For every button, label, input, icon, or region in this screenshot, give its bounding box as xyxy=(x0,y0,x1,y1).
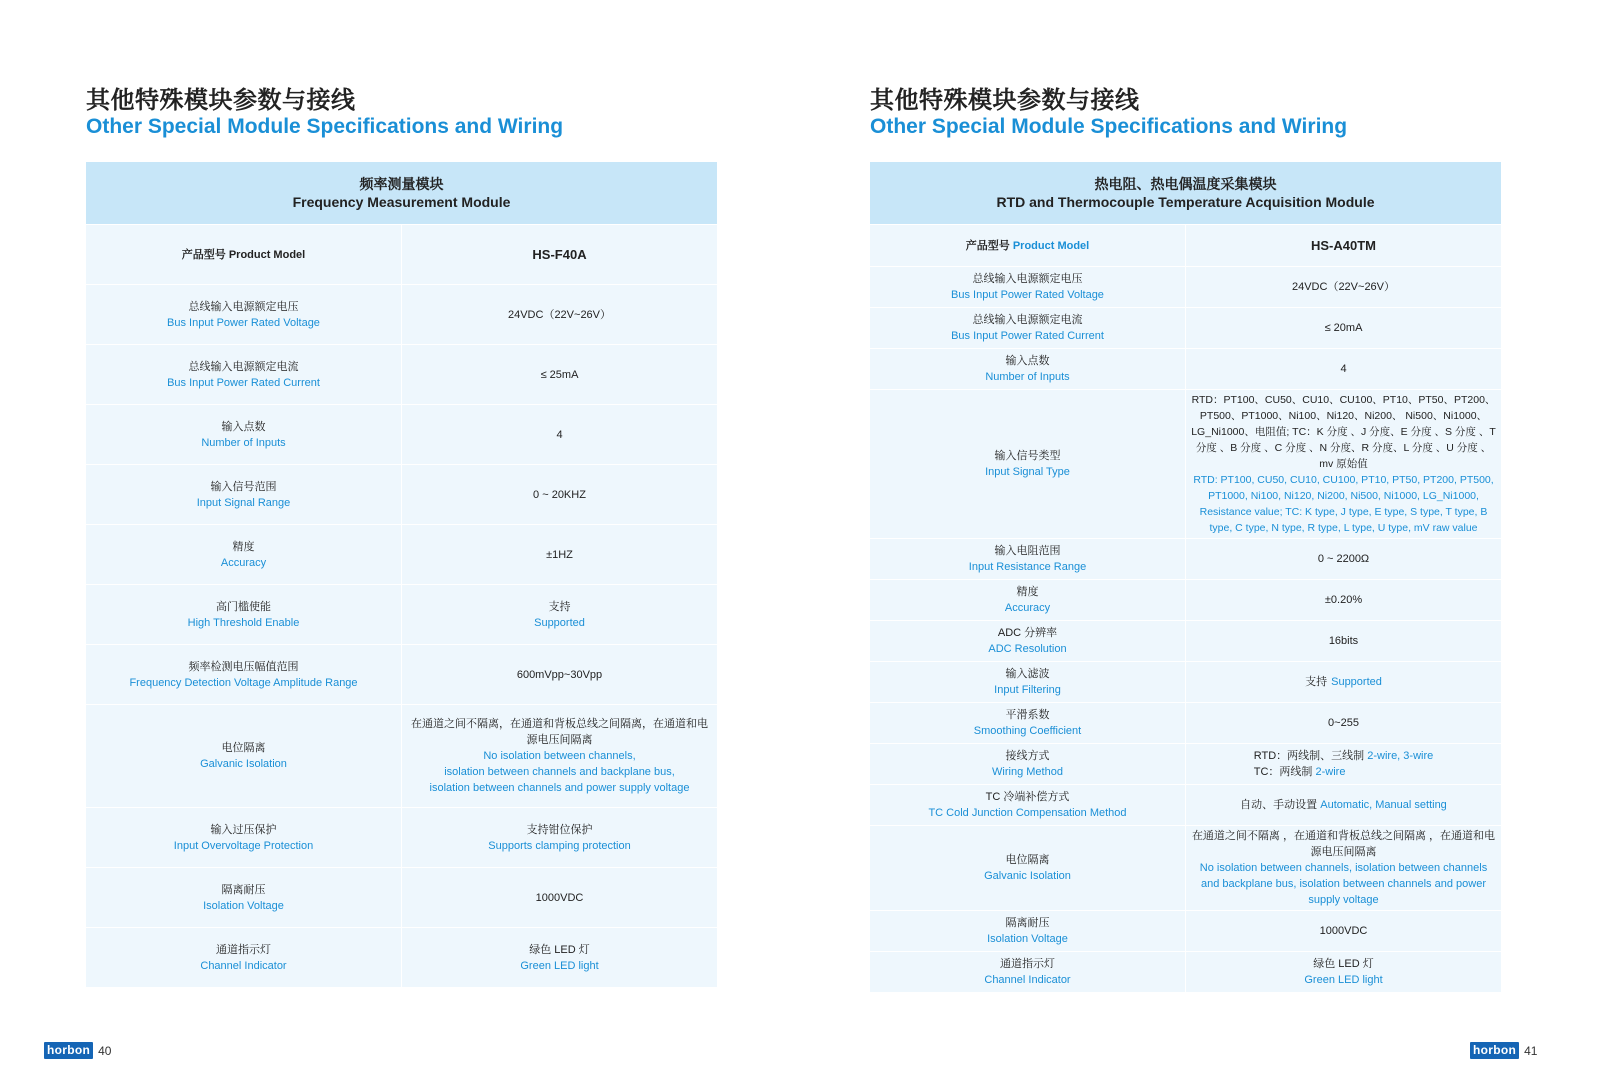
row-label xyxy=(86,405,402,465)
row-label-cn: 输入点数 xyxy=(221,420,266,433)
row-value xyxy=(402,525,718,585)
module-name-cn: 频率测量模块 xyxy=(359,176,444,192)
module-name-cn: 热电阻、热电偶温度采集模块 xyxy=(1094,176,1277,192)
table-row xyxy=(870,952,1502,993)
row-value-cn: 1000VDC xyxy=(535,891,584,904)
footer xyxy=(44,1042,111,1059)
row-label xyxy=(86,808,402,868)
row-label-en: High Threshold Enable xyxy=(187,616,300,629)
row-label-en: Isolation Voltage xyxy=(987,933,1068,945)
row-value xyxy=(1186,580,1502,621)
row-label-cn: 接线方式 xyxy=(1005,750,1050,762)
row-label-en: Channel Indicator xyxy=(984,974,1071,986)
row-label-en: Galvanic Isolation xyxy=(200,758,287,770)
row-value xyxy=(402,345,718,405)
row-value xyxy=(402,405,718,465)
row-value-cn: ±1HZ xyxy=(546,548,573,561)
right-rows-c xyxy=(870,911,1502,993)
row-value-en: Supported xyxy=(1331,676,1382,688)
row-label xyxy=(870,539,1186,580)
row-label-en: Number of Inputs xyxy=(201,436,286,449)
row-label-cn: 输入电阻范围 xyxy=(994,545,1061,557)
module-name-en: RTD and Thermocouple Temperature Acquisition Module xyxy=(996,194,1375,210)
right-rows-a xyxy=(870,267,1502,390)
table-row xyxy=(870,580,1502,621)
table-row xyxy=(870,621,1502,662)
row-label-en: Isolation Voltage xyxy=(203,899,284,912)
row-value-cn: 支持 xyxy=(548,600,571,613)
row-value-cn: 支持钳位保护 xyxy=(526,823,593,836)
spec-table-frequency xyxy=(85,161,718,988)
table-row xyxy=(870,267,1502,308)
isolation-value xyxy=(1186,826,1502,911)
cold-junction-value-en: Automatic, Manual setting xyxy=(1320,799,1447,811)
row-value-en: Supports clamping protection xyxy=(488,839,631,852)
row-value xyxy=(402,928,718,988)
row-label-en: Channel Indicator xyxy=(200,959,287,972)
row-label-cn: 总线输入电源额定电压 xyxy=(972,273,1083,285)
module-header xyxy=(86,162,718,225)
row-label-en: Bus Input Power Rated Current xyxy=(167,376,320,389)
right-page xyxy=(800,0,1600,1085)
page-title-en: Other Special Module Specifications and Wiring xyxy=(870,115,1348,138)
row-value xyxy=(402,285,718,345)
row-label-en: Smoothing Coefficient xyxy=(973,725,1082,737)
table-row xyxy=(86,285,718,345)
row-label-cn: 总线输入电源额定电流 xyxy=(188,360,299,373)
row-value-cn: 绿色 LED 灯 xyxy=(1313,958,1374,970)
signal-type-label xyxy=(870,390,1186,539)
cold-junction-value-cn: 自动、手动设置 xyxy=(1240,799,1318,811)
row-label-cn: 电位隔离 xyxy=(221,742,266,754)
row-label-cn: 通道指示灯 xyxy=(216,943,271,956)
wiring-line2-en: 2-wire xyxy=(1315,766,1346,778)
table-row xyxy=(86,405,718,465)
row-label-en: Wiring Method xyxy=(992,766,1063,778)
row-label xyxy=(86,868,402,928)
row-label xyxy=(870,911,1186,952)
table-row xyxy=(870,911,1502,952)
wiring-line2-cn: TC：两线制 xyxy=(1253,766,1313,778)
cold-junction-value xyxy=(1186,785,1502,826)
row-label-cn: 频率检测电压幅值范围 xyxy=(188,660,299,673)
row-label xyxy=(870,349,1186,390)
row-value-cn: 支持 xyxy=(1305,676,1328,688)
module-header xyxy=(870,162,1502,225)
wiring-lines xyxy=(1254,748,1434,780)
wiring-line1-en: 2-wire, 3-wire xyxy=(1367,750,1434,762)
row-label-cn: 总线输入电源额定电压 xyxy=(188,300,299,313)
table-row xyxy=(870,349,1502,390)
row-value xyxy=(1186,349,1502,390)
row-label-en: Input Resistance Range xyxy=(968,561,1087,573)
signal-type-value-en: RTD: PT100, CU50, CU10, CU100, PT10, PT50, PT200, PT500, PT1000, Ni100, Ni120, Ni200, Ni500, Ni1000, LG_Ni1000, Resistance value; TC: K type, J type, E type, S type, T type, B type, C type, N type, R type, L type, U type, mV raw value xyxy=(1193,474,1494,534)
row-label-cn: 总线输入电源额定电流 xyxy=(972,314,1083,326)
table-row xyxy=(86,465,718,525)
row-value-en: Supported xyxy=(534,616,585,629)
table-row xyxy=(86,345,718,405)
row-label-en: Input Filtering xyxy=(994,684,1061,696)
wiring-value xyxy=(1186,744,1502,785)
table-row xyxy=(86,705,718,808)
row-label-en: Bus Input Power Rated Voltage xyxy=(951,289,1104,301)
row-value-cn: 24VDC（22V~26V） xyxy=(1291,281,1396,293)
product-model-label-en: Product Model xyxy=(1012,239,1090,252)
row-label-en: Bus Input Power Rated Current xyxy=(951,330,1104,342)
row-value-cn: ≤ 25mA xyxy=(540,368,579,381)
row-value xyxy=(1186,703,1502,744)
cold-junction-label xyxy=(870,785,1186,826)
page-title-en: Other Special Module Specifications and Wiring xyxy=(86,115,564,138)
row-label-cn: 输入信号类型 xyxy=(994,450,1061,462)
row-label-cn: 隔离耐压 xyxy=(1005,917,1050,929)
table-row xyxy=(870,539,1502,580)
horbon-logo: horbon xyxy=(44,1042,93,1059)
row-label-cn: 输入过压保护 xyxy=(210,823,277,836)
row-label xyxy=(86,645,402,705)
row-label xyxy=(870,267,1186,308)
row-label-cn: 精度 xyxy=(232,540,255,553)
row-label-en: Galvanic Isolation xyxy=(984,870,1071,882)
row-value xyxy=(402,465,718,525)
row-value xyxy=(402,868,718,928)
signal-type-value-cn: RTD：PT100、CU50、CU10、CU100、PT10、PT50、PT200、PT500、PT1000、Ni100、Ni120、Ni200、 Ni500、Ni1000、LG_Ni1000、电阻值; TC：K 分度 、J 分度、E 分度 、S 分度 、T 分度 、B 分度 、C 分度 、N 分度、R 分度、L 分度 、U 分度 、mv 原始值 xyxy=(1191,394,1496,470)
row-value xyxy=(1186,952,1502,993)
footer xyxy=(1470,1042,1537,1059)
row-label xyxy=(870,703,1186,744)
row-value-cn: 4 xyxy=(1340,363,1347,375)
table-row xyxy=(86,808,718,868)
row-label xyxy=(870,662,1186,703)
row-value-cn: 24VDC（22V~26V） xyxy=(507,308,612,321)
row-value-cn: 16bits xyxy=(1328,635,1359,647)
row-label xyxy=(86,585,402,645)
isolation-value-en: No isolation between channels, isolation between channels and backplane bus, isolation between channels and power supply voltage xyxy=(1199,862,1488,906)
row-value xyxy=(1186,911,1502,952)
row-label xyxy=(86,705,402,808)
row-value-cn: 1000VDC xyxy=(1319,925,1368,937)
row-label xyxy=(86,525,402,585)
product-model-value: HS-F40A xyxy=(402,225,718,285)
row-label xyxy=(86,285,402,345)
isolation-value-cn: 在通道之间不隔离 ，在通道和背板总线之间隔离 ，在通道和电源电压间隔离 xyxy=(1191,830,1496,858)
table-row xyxy=(86,868,718,928)
row-label-cn: 电位隔离 xyxy=(1005,854,1050,866)
module-name-en: Frequency Measurement Module xyxy=(292,194,511,210)
row-value-cn: 600mVpp~30Vpp xyxy=(516,668,603,681)
product-model-label xyxy=(870,225,1186,267)
table-row xyxy=(870,744,1502,785)
row-label-en: Frequency Detection Voltage Amplitude Range xyxy=(129,676,358,689)
row-label-cn: 输入滤波 xyxy=(1005,668,1050,680)
table-row xyxy=(86,645,718,705)
row-value-cn: 4 xyxy=(556,428,563,441)
row-value-en: No isolation between channels, isolation between channels and backplane bus, isolation between channels and power supply voltage xyxy=(429,750,690,794)
row-label-en: Input Signal Range xyxy=(196,496,291,509)
row-label-en: Accuracy xyxy=(220,556,267,569)
row-label-cn: 精度 xyxy=(1016,586,1039,598)
row-label-cn: TC 冷端补偿方式 xyxy=(985,791,1070,803)
row-value-cn: 0~255 xyxy=(1328,717,1359,729)
row-label-en: Input Signal Type xyxy=(985,466,1070,478)
row-value xyxy=(1186,308,1502,349)
row-value xyxy=(1186,621,1502,662)
page-title-cn: 其他特殊模块参数与接线 xyxy=(870,87,1140,114)
product-model-label-cn: 产品型号 xyxy=(965,239,1010,252)
row-label xyxy=(870,952,1186,993)
page-number: 40 xyxy=(98,1043,112,1058)
row-value xyxy=(1186,267,1502,308)
row-label-cn: 输入信号范围 xyxy=(210,480,277,493)
row-value-cn: 0 ~ 20KHZ xyxy=(533,488,586,501)
row-label-cn: 隔离耐压 xyxy=(221,883,266,896)
page-title-cn: 其他特殊模块参数与接线 xyxy=(86,87,356,114)
row-label xyxy=(870,621,1186,662)
row-label-en: TC Cold Junction Compensation Method xyxy=(928,807,1127,819)
row-label-cn: 高门槛使能 xyxy=(216,600,271,613)
left-rows xyxy=(86,285,718,988)
product-model-label: 产品型号 Product Model xyxy=(86,225,402,285)
row-value-en: Green LED light xyxy=(520,959,599,972)
row-value xyxy=(402,808,718,868)
table-row xyxy=(870,826,1502,911)
table-row xyxy=(870,390,1502,539)
table-row xyxy=(870,662,1502,703)
table-row xyxy=(86,225,718,285)
row-label-en: Input Overvoltage Protection xyxy=(173,839,314,852)
row-value xyxy=(402,645,718,705)
row-label xyxy=(86,928,402,988)
row-label-cn: 输入点数 xyxy=(1005,355,1050,367)
row-value xyxy=(402,705,718,808)
right-rows-b xyxy=(870,539,1502,744)
row-label-cn: 平滑系数 xyxy=(1005,709,1050,721)
table-row xyxy=(870,308,1502,349)
row-label xyxy=(86,345,402,405)
wiring-label xyxy=(870,744,1186,785)
row-value xyxy=(402,585,718,645)
isolation-label xyxy=(870,826,1186,911)
row-label xyxy=(870,580,1186,621)
row-label-en: Number of Inputs xyxy=(985,371,1070,383)
row-value xyxy=(1186,662,1502,703)
table-row xyxy=(870,703,1502,744)
row-value-cn: 0 ~ 2200Ω xyxy=(1317,553,1370,565)
product-model-value: HS-A40TM xyxy=(1186,225,1502,267)
row-value-cn: 绿色 LED 灯 xyxy=(529,943,590,956)
table-row xyxy=(870,785,1502,826)
table-row xyxy=(86,525,718,585)
table-row xyxy=(86,928,718,988)
table-row xyxy=(86,585,718,645)
row-label xyxy=(86,465,402,525)
row-label xyxy=(870,308,1186,349)
row-label-cn: 通道指示灯 xyxy=(1000,958,1055,970)
row-label-en: Accuracy xyxy=(1004,602,1051,614)
horbon-logo: horbon xyxy=(1470,1042,1519,1059)
table-row xyxy=(870,225,1502,267)
row-value-cn: 在通道之间不隔离，在通道和背板总线之间隔离，在通道和电源电压间隔离 xyxy=(411,718,708,746)
wiring-line1-cn: RTD：两线制、三线制 xyxy=(1253,750,1365,762)
row-value-cn: ≤ 20mA xyxy=(1324,322,1363,334)
page-number: 41 xyxy=(1524,1043,1538,1058)
row-value-cn: ±0.20% xyxy=(1324,594,1363,606)
signal-type-value xyxy=(1186,390,1502,539)
row-value xyxy=(1186,539,1502,580)
row-label-cn: ADC 分辨率 xyxy=(997,627,1058,639)
row-label-en: Bus Input Power Rated Voltage xyxy=(167,316,320,329)
row-value-en: Green LED light xyxy=(1304,974,1383,986)
spec-table-rtd xyxy=(869,161,1502,993)
row-label-en: ADC Resolution xyxy=(988,643,1067,655)
